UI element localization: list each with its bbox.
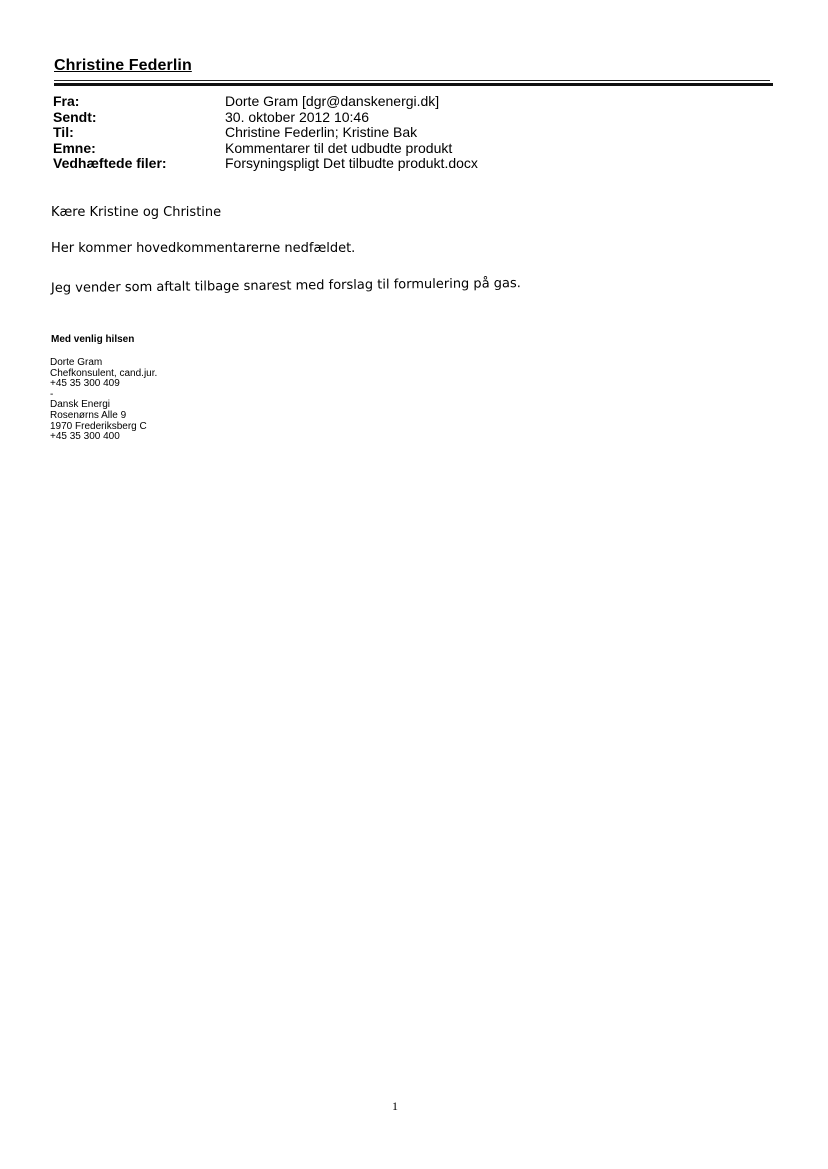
page-title: Christine Federlin: [54, 57, 192, 74]
signature-company: Dansk Energi: [50, 399, 111, 411]
signature-position: Chefkonsulent, cand.jur.: [50, 367, 158, 379]
header-label-to: Til:: [53, 124, 74, 140]
signature-phone-main: +45 35 300 400: [50, 431, 120, 443]
header-value-from: Dorte Gram [dgr@danskenergi.dk]: [225, 93, 440, 109]
signature-city: 1970 Frederiksberg C: [50, 420, 147, 432]
title-rule-thin: [54, 80, 770, 81]
signature-separator: -: [50, 388, 54, 400]
body-paragraph-2: Jeg vender som aftalt tilbage snarest med forslag til formulering på gas.: [50, 276, 521, 296]
title-rule: [54, 83, 773, 86]
header-label-from: Fra:: [53, 93, 80, 109]
header-value-sent: 30. oktober 2012 10:46: [225, 108, 370, 125]
closing: Med venlig hilsen: [51, 334, 135, 345]
header-label-sent: Sendt:: [53, 108, 97, 125]
header-value-to: Christine Federlin; Kristine Bak: [225, 124, 418, 140]
header-value-attachments: Forsyningspligt Det tilbudte produkt.docx: [225, 155, 478, 171]
greeting: Kære Kristine og Christine: [51, 205, 222, 220]
header-row-to: [53, 125, 478, 141]
body-paragraph-1: Her kommer hovedkommentarerne nedfældet.: [51, 241, 356, 256]
signature-street: Rosenørns Alle 9: [50, 409, 127, 421]
header-row-sent: [53, 110, 478, 126]
header-row-from: [53, 94, 478, 110]
header-label-attachments: Vedhæftede filer:: [53, 155, 167, 171]
signature-block: [50, 358, 157, 443]
header-row-attachments: [53, 156, 478, 172]
header-label-subject: Emne:: [53, 139, 96, 156]
header-row-subject: [53, 141, 478, 157]
signature-phone-direct: +45 35 300 409: [50, 378, 120, 390]
page-number: 1: [392, 1099, 398, 1113]
header-value-subject: Kommentarer til det udbudte produkt: [225, 139, 453, 156]
email-header: [53, 94, 478, 172]
signature-name: Dorte Gram: [50, 357, 103, 368]
